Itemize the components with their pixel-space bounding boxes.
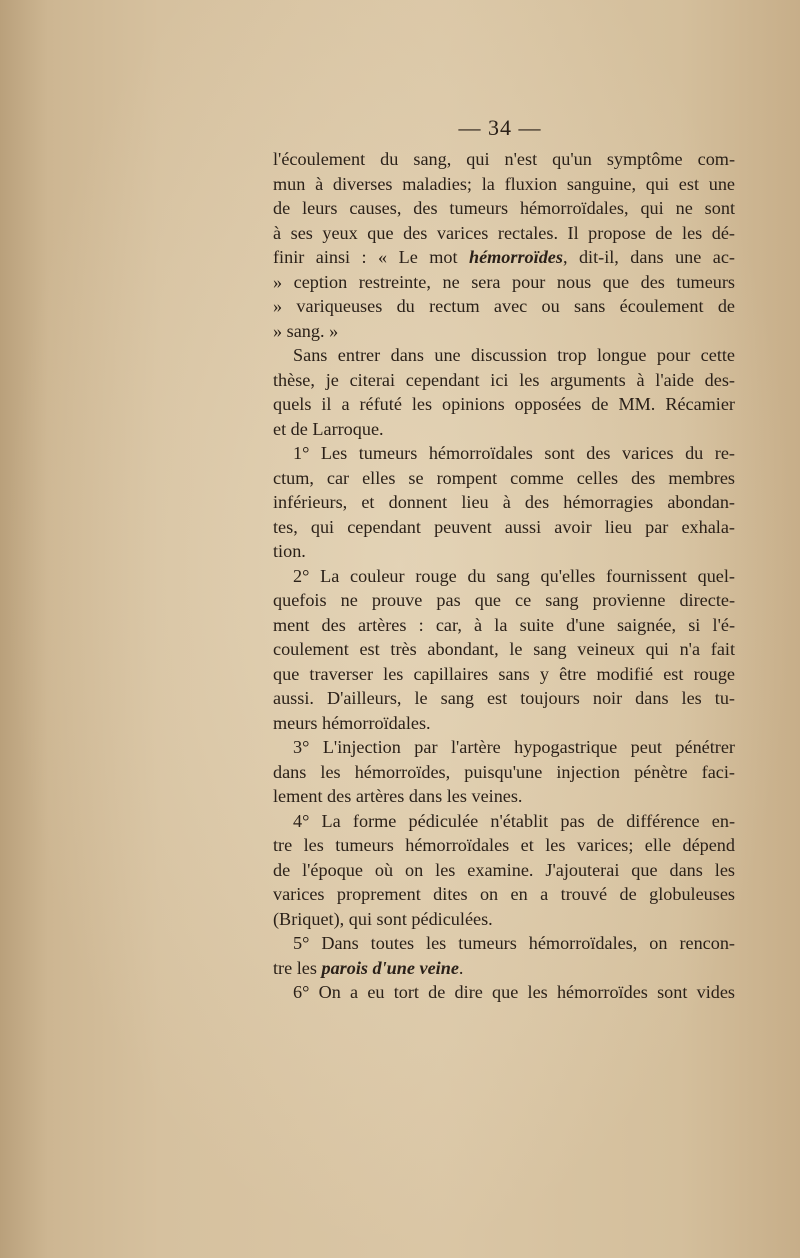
text-line: l'écoulement du sang, qui n'est qu'un symptôme com- <box>273 149 735 169</box>
text-line: 4° La forme pédiculée n'établit pas de différence en- <box>293 810 735 831</box>
text-line: 3° L'injection par l'artère hypogastrique peut pénétrer <box>293 737 735 757</box>
text-line: dans les hémorroïdes, puisqu'une injection pénètre faci- <box>273 761 735 782</box>
text-line: » variqueuses du rectum avec ou sans écoulement de <box>273 296 735 316</box>
text-line <box>273 956 735 981</box>
text-segment: , dit-il, dans une ac- <box>562 247 735 267</box>
text-segment: finir ainsi : « Le mot <box>273 247 469 267</box>
text-line: 6° On a eu tort de dire que les hémorroïdes sont vides <box>293 982 735 1002</box>
body-text <box>273 147 735 1005</box>
text-line: tre les tumeurs hémorroïdales et les varices; elle dépend <box>273 835 735 855</box>
text-line: lement des artères dans les veines. <box>273 786 523 806</box>
text-line: (Briquet), qui sont pédiculées. <box>273 908 493 929</box>
text-line: » sang. » <box>273 320 339 341</box>
text-line: » ception restreinte, ne sera pour nous que des tumeurs <box>273 271 735 292</box>
italic-phrase: hémorroïdes <box>468 247 563 267</box>
text-line: 5° Dans toutes les tumeurs hémorroïdales, on rencon- <box>293 933 735 953</box>
text-line: 2° La couleur rouge du sang qu'elles fournissent quel- <box>293 565 735 586</box>
text-segment: tre les <box>273 957 322 978</box>
text-line: ctum, car elles se rompent comme celles des membres <box>273 467 735 488</box>
italic-phrase: parois d'une veine <box>321 957 459 978</box>
text-line: varices proprement dites on en a trouvé de globuleuses <box>273 884 735 904</box>
text-line: aussi. D'ailleurs, le sang est toujours noir dans les tu- <box>273 688 735 708</box>
text-line: inférieurs, et donnent lieu à des hémorragies abondan- <box>273 492 735 512</box>
text-line: quefois ne prouve pas que ce sang provienne directe- <box>273 590 735 610</box>
text-line: que traverser les capillaires sans y être modifié est rouge <box>273 663 735 684</box>
text-segment: . <box>458 957 464 978</box>
text-line: de leurs causes, des tumeurs hémorroïdales, qui ne sont <box>273 198 735 218</box>
text-line: ment des artères : car, à la suite d'une saignée, si l'é- <box>273 614 735 635</box>
text-line: 1° Les tumeurs hémorroïdales sont des varices du re- <box>293 443 735 463</box>
text-line: tes, qui cependant peuvent aussi avoir lieu par exhala- <box>273 516 735 537</box>
text-line: Sans entrer dans une discussion trop longue pour cette <box>293 345 735 365</box>
text-line: meurs hémorroïdales. <box>273 712 431 733</box>
text-line: de l'époque où on les examine. J'ajouterai que dans les <box>273 859 735 880</box>
text-line <box>273 245 735 270</box>
text-line: coulement est très abondant, le sang veineux qui n'a fait <box>273 639 735 659</box>
page-number: — 34 — <box>458 115 542 140</box>
text-line: quels il a réfuté les opinions opposées de MM. Récamier <box>273 394 735 414</box>
text-line: mun à diverses maladies; la fluxion sanguine, qui est une <box>273 173 735 194</box>
text-line: thèse, je citerai cependant ici les arguments à l'aide des- <box>273 369 735 390</box>
text-line: et de Larroque. <box>273 418 384 439</box>
text-line: à ses yeux que des varices rectales. Il propose de les dé- <box>273 222 735 243</box>
text-line: tion. <box>273 541 306 561</box>
